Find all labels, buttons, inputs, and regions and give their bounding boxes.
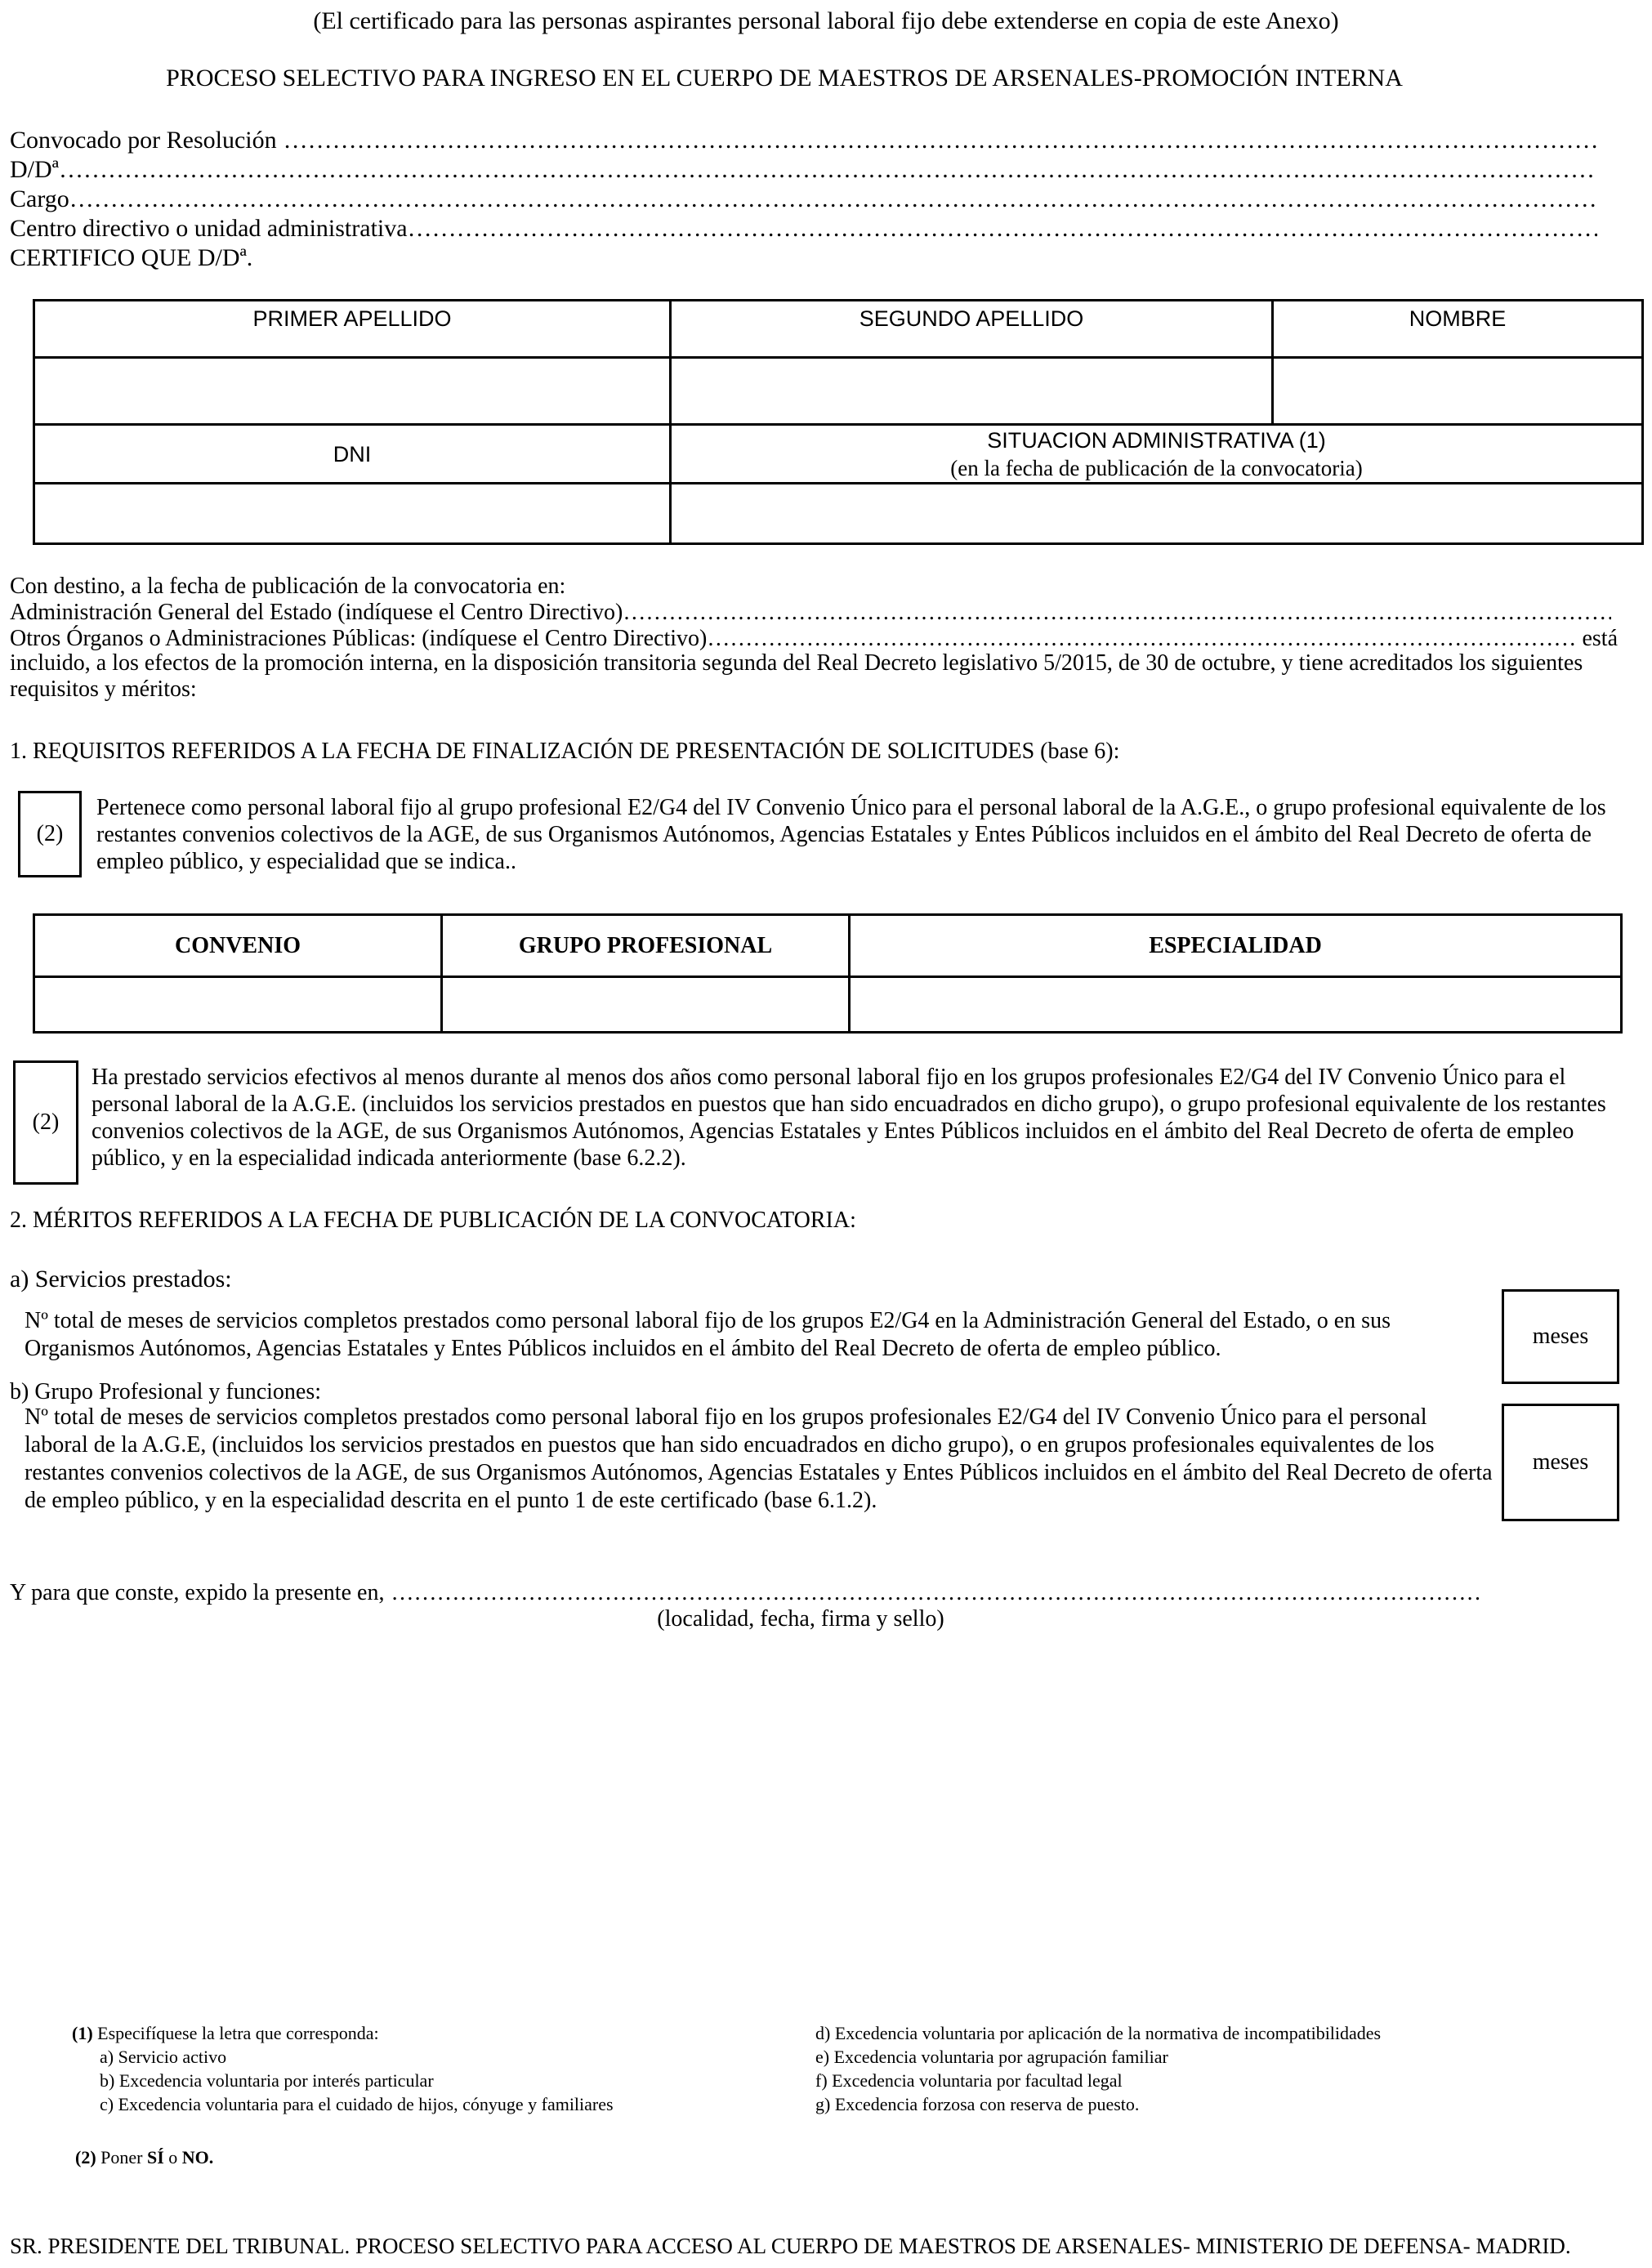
nombre-header: NOMBRE: [1273, 301, 1643, 358]
requisitos-heading: 1. REQUISITOS REFERIDOS A LA FECHA DE FINALIZACIÓN DE PRESENTACIÓN DE SOLICITUDES (base 6):: [10, 739, 1120, 764]
footnote-right-item-d: d) Excedencia voluntaria por aplicación de la normativa de incompatibilidades: [815, 2023, 1382, 2043]
situacion-subtitle: (en la fecha de publicación de la convocatoria): [950, 455, 1363, 480]
footnote-2-text: Poner: [100, 2147, 143, 2168]
dni-header: DNI: [34, 425, 671, 484]
footnote-1: [72, 2021, 379, 2045]
situacion-header: [671, 425, 1643, 484]
destino-otros-field: [10, 624, 1618, 653]
situacion-cell[interactable]: [671, 484, 1643, 544]
footnote-right-item-g: g) Excedencia forzosa con reserva de puesto.: [815, 2094, 1140, 2114]
servicios-meses-label: meses: [1532, 1324, 1589, 1349]
primer-apellido-header: PRIMER APELLIDO: [34, 301, 671, 358]
servicios-heading: a) Servicios prestados:: [10, 1266, 232, 1292]
expido-label: Y para que conste, expido la presente en,: [10, 1580, 385, 1605]
expido-field: [10, 1578, 1480, 1607]
centro-field: [10, 214, 1597, 243]
convenio-header: CONVENIO: [34, 915, 442, 977]
grupo-meses-label: meses: [1532, 1449, 1589, 1475]
footnote-2: [75, 2145, 213, 2169]
destino-age-label: Administración General del Estado (indíquese el Centro Directivo): [10, 600, 623, 625]
footnote-left-item-c: c) Excedencia voluntaria para el cuidado de hijos, cónyuge y familiares: [100, 2094, 614, 2114]
nombre-cell[interactable]: [1273, 358, 1643, 425]
centro-label: Centro directivo o unidad administrativa: [10, 215, 408, 242]
esta-label: está: [1582, 626, 1618, 651]
meritos-heading: 2. MÉRITOS REFERIDOS A LA FECHA DE PUBLICACIÓN DE LA CONVOCATORIA:: [10, 1208, 856, 1233]
segundo-apellido-header: SEGUNDO APELLIDO: [671, 301, 1273, 358]
segundo-apellido-cell[interactable]: [671, 358, 1273, 425]
grupo-cell[interactable]: [442, 977, 850, 1033]
convocado-field: [10, 126, 1597, 155]
convenio-cell[interactable]: [34, 977, 442, 1033]
grupo-funciones-text: Nº total de meses de servicios completos prestados como personal laboral fijo en los grupos profesionales E2/G4 del IV Convenio Único para el personal laboral de la A.G.E, (incluidos los servicios prestados en puestos que han sido encuadrados en dicho grupo), o en grupos profesionales equivalentes de los restantes convenios colectivos de la AGE, de sus Organismos Autónomos, Agencias Estatales y Entes Públicos incluidos en el ámbito del Real Decreto de oferta de empleo público, y en la especialidad descrita en el punto 1 de este certificado (base 6.1.2).: [25, 1404, 1493, 1513]
identity-table: [33, 299, 1644, 545]
grupo-meses-box[interactable]: [1502, 1404, 1619, 1521]
localidad-note: (localidad, fecha, firma y sello): [657, 1606, 944, 1632]
page-title: PROCESO SELECTIVO PARA INGRESO EN EL CUERPO DE MAESTROS DE ARSENALES-PROMOCIÓN INTERNA: [166, 65, 1403, 92]
footnote-right-item-e: e) Excedencia voluntaria por agrupación familiar: [815, 2047, 1168, 2067]
ha-prestado-checkbox[interactable]: [13, 1060, 78, 1185]
footnote-2-no: NO.: [181, 2147, 214, 2168]
destino-incluido: incluido, a los efectos de la promoción interna, en la disposición transitoria segunda del Real Decreto legislativo 5/2015, de 30 de octubre, y tiene acreditados los siguientes requisitos y méritos:: [10, 650, 1583, 702]
convocado-label: Convocado por Resolución: [10, 127, 277, 154]
ha-prestado-checkbox-label: (2): [32, 1109, 60, 1135]
ha-prestado-text: Ha prestado servicios efectivos al menos durante al menos dos años como personal laboral fijo en los grupos profesionales E2/G4 del IV Convenio Único para el personal laboral de la A.G.E. (incluidos los servicios prestados en puestos que han sido encuadrados en dicho grupo), o grupo profesional equivalente de los restantes convenios colectivos de la AGE, de sus Organismos Autónomos, Agencias Estatales y Entes Públicos incluidos en el ámbito del Real Decreto de oferta de empleo público, y en la especialidad indicada anteriormente (base 6.2.2).: [92, 1065, 1606, 1171]
header-note: (El certificado para las personas aspirantes personal laboral fijo debe extenderse en copia de este Anexo): [313, 7, 1339, 34]
cargo-field: [10, 185, 1597, 214]
especialidad-cell[interactable]: [850, 977, 1622, 1033]
situacion-title: SITUACION ADMINISTRATIVA (1): [987, 427, 1326, 453]
dni-cell[interactable]: [34, 484, 671, 544]
footnote-2-o: o: [168, 2147, 178, 2168]
footnote-left-item-a: a) Servicio activo: [100, 2047, 227, 2067]
grupo-header: GRUPO PROFESIONAL: [442, 915, 850, 977]
pertenece-checkbox[interactable]: [18, 791, 82, 877]
footnote-2-mark: (2): [75, 2147, 96, 2168]
destino-intro: Con destino, a la fecha de publicación de la convocatoria en:: [10, 574, 566, 599]
footer-text: SR. PRESIDENTE DEL TRIBUNAL. PROCESO SELECTIVO PARA ACCESO AL CUERPO DE MAESTROS DE ARSENALES- MINISTERIO DE DEFENSA- MADRID.: [10, 2234, 1571, 2258]
pertenece-text: Pertenece como personal laboral fijo al grupo profesional E2/G4 del IV Convenio Único para el personal laboral de la A.G.E., o grupo profesional equivalente de los restantes convenios colectivos de la AGE, de sus Organismos Autónomos, Agencias Estatales y Entes Públicos incluidos en el ámbito del Real Decreto de oferta de empleo público, y especialidad que se indica..: [96, 795, 1606, 874]
footnote-2-si: SÍ: [146, 2147, 164, 2168]
servicios-text: Nº total de meses de servicios completos prestados como personal laboral fijo de los grupos E2/G4 en la Administración General del Estado, o en sus Organismos Autónomos, Agencias Estatales y Entes Públicos incluidos en el ámbito del Real Decreto de oferta de empleo público.: [25, 1308, 1391, 1361]
dd-label: D/Dª: [10, 156, 59, 183]
destino-age-field: [10, 598, 1611, 627]
destino-otros-label: Otros Órganos o Administraciones Públicas: (indíquese el Centro Directivo): [10, 626, 708, 651]
cargo-label: Cargo: [10, 185, 69, 212]
footnote-left-item-b: b) Excedencia voluntaria por interés particular: [100, 2070, 434, 2091]
footnote-right-item-f: f) Excedencia voluntaria por facultad legal: [815, 2070, 1123, 2091]
servicios-meses-box[interactable]: [1502, 1289, 1619, 1384]
primer-apellido-cell[interactable]: [34, 358, 671, 425]
dd-field: [10, 155, 1597, 185]
footnote-1-mark: (1): [72, 2023, 93, 2043]
grupo-funciones-heading: b) Grupo Profesional y funciones:: [10, 1379, 322, 1404]
convenio-table: [33, 913, 1623, 1034]
certifico-label: CERTIFICO QUE D/Dª.: [10, 244, 253, 271]
especialidad-header: ESPECIALIDAD: [850, 915, 1622, 977]
footnote-1-text: Especifíquese la letra que corresponda:: [97, 2023, 379, 2043]
pertenece-checkbox-label: (2): [36, 821, 64, 846]
